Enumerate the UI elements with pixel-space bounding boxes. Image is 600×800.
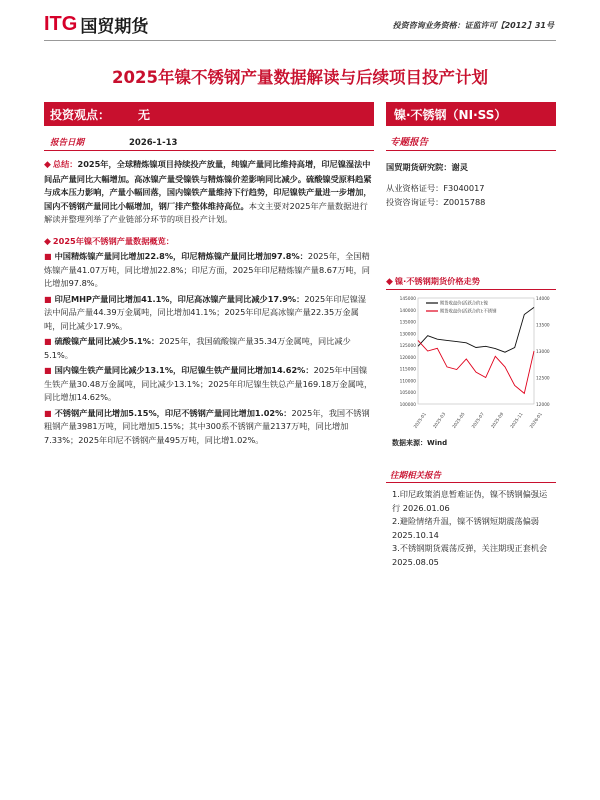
related-reports-list bbox=[392, 488, 554, 570]
bullet-square-icon: ■ bbox=[44, 366, 52, 375]
right-tick-label: 12500 bbox=[536, 376, 550, 382]
legend-label-0: 期货收盘价(活跃合约):镍 bbox=[440, 301, 488, 307]
item-body: 2025年，全国精炼镍产量41.07万吨，同比增加22.8%；印尼方面，2025年印尼精炼镍产量8.67万吨，同比增加97.8%。 bbox=[44, 251, 370, 288]
summary-normal-text: 本文主要对2025年产量数据进行解读并整理列举了产业链部分环节的项目投产计划。 bbox=[44, 200, 368, 224]
bullet-square-icon: ■ bbox=[44, 294, 52, 304]
x-tick-label: 2025-05 bbox=[452, 412, 467, 430]
report-date bbox=[50, 136, 177, 148]
summary-paragraph bbox=[44, 158, 374, 227]
right-tick-label: 13500 bbox=[536, 323, 550, 329]
left-tick-label: 115000 bbox=[399, 367, 416, 373]
price-chart-svg bbox=[386, 292, 556, 430]
overview-title: ◆ 2025年镍不锈钢产量数据概览： bbox=[44, 235, 174, 247]
x-tick-label: 2025-09 bbox=[490, 412, 506, 430]
left-tick-label: 140000 bbox=[399, 308, 416, 314]
left-tick-label: 135000 bbox=[399, 320, 416, 326]
left-tick-label: 110000 bbox=[399, 379, 416, 385]
related-reports-title: 往期相关报告 bbox=[390, 471, 442, 481]
price-chart bbox=[386, 292, 556, 430]
analyst-cert-1: 从业资格证号：F3040017 bbox=[386, 183, 485, 193]
item-head: 硫酸镍产量同比减少5.1%： bbox=[54, 336, 160, 346]
left-tick-label: 145000 bbox=[399, 297, 416, 302]
item-body: 2025年，我国硫酸镍产量35.34万金属吨，同比减少5.1%。 bbox=[44, 336, 351, 360]
x-tick-label: 2026-01 bbox=[529, 412, 544, 430]
bullet-square-icon: ■ bbox=[44, 337, 52, 346]
company-logo bbox=[44, 12, 148, 37]
left-tick-label: 100000 bbox=[399, 403, 416, 408]
left-tick-label: 105000 bbox=[399, 391, 416, 397]
related-report-item[interactable]: 3.不锈钢期货震荡反弹，关注期现正套机会 2025.08.05 bbox=[392, 543, 548, 567]
chart-divider bbox=[386, 289, 556, 290]
left-tick-label: 120000 bbox=[399, 355, 416, 361]
bullet-square-icon: ■ bbox=[44, 252, 52, 261]
analyst-cert-2: 投资咨询证号：Z0015788 bbox=[386, 197, 486, 207]
list-item bbox=[44, 407, 374, 448]
summary-label: 总结： bbox=[52, 159, 78, 169]
main-content bbox=[44, 158, 374, 449]
page-header bbox=[0, 0, 600, 44]
sector-bar: 镍·不锈钢（NI·SS） bbox=[386, 102, 556, 126]
left-tick-label: 125000 bbox=[399, 344, 416, 350]
item-body: 2025年印尼镍湿法中间品产量44.39万金属吨，同比增加41.1%；2025年印尼高冰镍产量22.35万金属吨，同比减少17.9%。 bbox=[44, 293, 367, 331]
right-tick-label: 12000 bbox=[536, 403, 550, 408]
analyst-name: 国贸期货研究院：谢灵 bbox=[386, 162, 468, 172]
report-date-label: 报告日期 bbox=[50, 138, 85, 148]
item-body: 2025年，我国不锈钢粗钢产量3981万吨，同比增加5.15%；其中300系不锈钢产量2137万吨，同比增加7.33%；2025年印尼不锈钢产量495万吨，同比增1.02%。 bbox=[44, 407, 370, 445]
list-item bbox=[44, 293, 374, 334]
item-head: 印尼MHP产量同比增加41.1%，印尼高冰镍产量同比减少17.9%： bbox=[54, 293, 305, 304]
bullet-dot-icon: ◆ bbox=[44, 236, 51, 247]
list-item bbox=[44, 364, 374, 405]
item-head: 中国精炼镍产量同比增加22.8%，印尼精炼镍产量同比增加97.8%： bbox=[54, 251, 308, 261]
view-bar bbox=[44, 102, 374, 126]
list-item bbox=[44, 250, 374, 291]
sidebar bbox=[386, 158, 556, 209]
right-tick-label: 13000 bbox=[536, 350, 550, 355]
license-text: 投资咨询业务资格：证监许可【2012】31号 bbox=[392, 21, 554, 30]
report-date-value: 2026-1-13 bbox=[128, 138, 178, 148]
special-report-label: 专题报告 bbox=[390, 137, 429, 148]
bullet-dot-icon: ◆ bbox=[386, 277, 393, 287]
item-head: 国内镍生铁产量同比减少13.1%，印尼镍生铁产量同比增加14.62%： bbox=[54, 365, 314, 375]
list-item bbox=[44, 335, 374, 362]
x-tick-label: 2025-07 bbox=[471, 412, 486, 430]
logo-cn-text: 国贸期货 bbox=[80, 17, 149, 37]
related-divider bbox=[386, 482, 556, 483]
x-tick-label: 2025-11 bbox=[510, 412, 525, 430]
item-head: 不锈钢产量同比增加5.15%，印尼不锈钢产量同比增加1.02%： bbox=[54, 407, 292, 418]
bullet-square-icon: ■ bbox=[44, 408, 52, 418]
x-tick-label: 2025-01 bbox=[413, 412, 428, 430]
view-label: 投资观点： bbox=[50, 107, 111, 122]
view-value: 无 bbox=[138, 107, 151, 122]
report-title: 2025年镍不锈钢产量数据解读与后续项目投产计划 bbox=[112, 68, 488, 87]
special-divider bbox=[386, 150, 556, 151]
left-tick-label: 130000 bbox=[399, 332, 416, 338]
related-report-item[interactable]: 1.印尼政策消息暂难证伪，镍不锈钢偏强运行 2026.01.06 bbox=[392, 489, 548, 513]
chart-title: ◆ 镍·不锈钢期货价格走势 bbox=[386, 276, 480, 287]
chart-source: 数据来源：Wind bbox=[392, 439, 448, 447]
date-divider bbox=[44, 150, 374, 151]
bullet-dot-icon: ◆ bbox=[44, 160, 51, 170]
series-line-1 bbox=[418, 340, 534, 393]
related-report-item[interactable]: 2.避险情绪升温，镍不锈钢短期震荡偏弱 2025.10.14 bbox=[392, 516, 539, 540]
summary-bold-text: 2025年，全球精炼镍项目持续投产放量，纯镍产量同比维持高增，印尼镍湿法中间品产量同比大幅增加。高冰镍产量受镍铁与精炼镍价差影响同比减少。硫酸镍受原料趋紧与成本压力影响，产量小幅回落，国内镍铁产量维持下行趋势，印尼镍铁产量进一步增加，国内不锈钢产量同比小幅增加，钢厂排产整体维持高位。 bbox=[44, 159, 372, 211]
legend-label-1: 期货收盘价(活跃合约):不锈钢 bbox=[440, 309, 497, 315]
x-tick-label: 2025-03 bbox=[432, 412, 448, 430]
item-body: 2025年中国镍生铁产量30.48万金属吨，同比减少13.1%；2025年印尼镍生铁总产量169.18万金属吨，同比增加14.62%。 bbox=[44, 365, 373, 402]
right-tick-label: 14000 bbox=[536, 297, 550, 302]
header-divider bbox=[44, 40, 556, 41]
logo-itg-text: ITG bbox=[44, 13, 78, 35]
